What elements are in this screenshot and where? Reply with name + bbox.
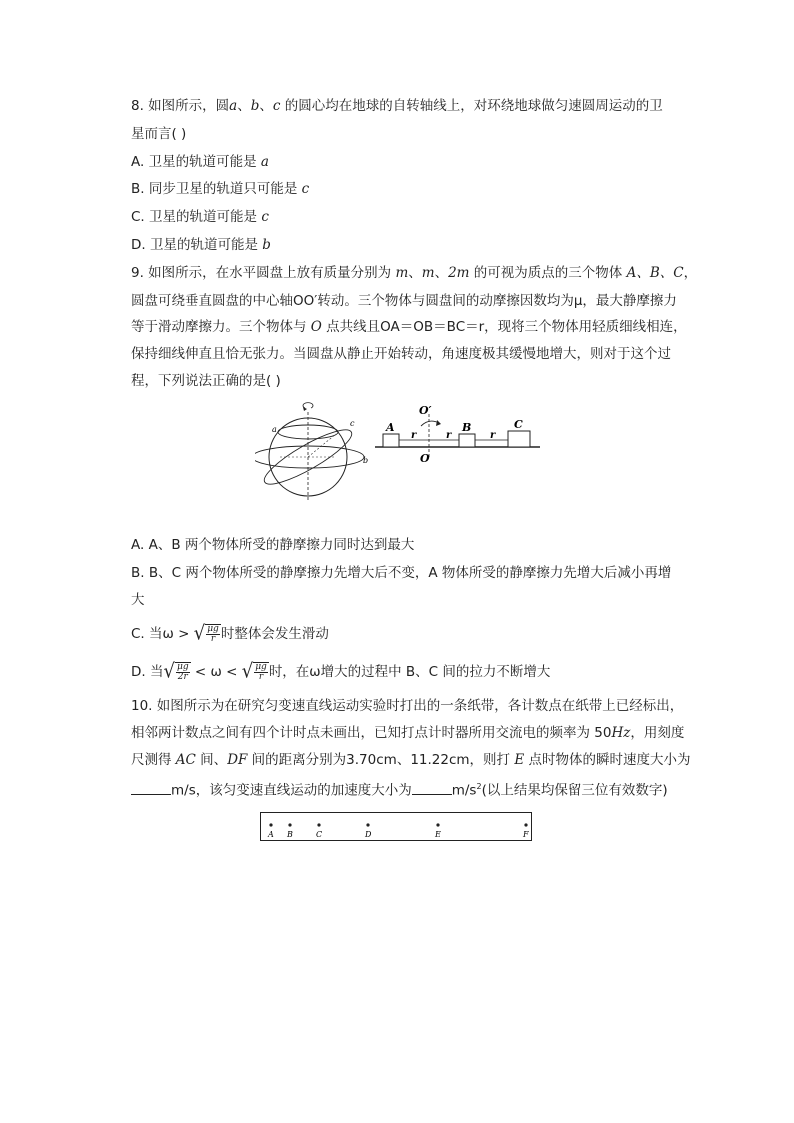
mass-2m: 2m bbox=[448, 265, 470, 281]
text: 相邻两计数点之间有四个计时点未画出，已知打点计时器所用交流电的频率为 50 bbox=[131, 725, 612, 741]
q8-option-b[interactable] bbox=[131, 180, 309, 198]
text: 点时物体的瞬时速度大小为 bbox=[524, 752, 691, 768]
option-var: b bbox=[262, 237, 271, 253]
tape-dot-c bbox=[317, 823, 320, 826]
unit-hz: Hz bbox=[611, 725, 631, 741]
sqrt-mug-r: √ $\frac{\mu g}{r}$ bbox=[241, 659, 267, 683]
q8-stem-line1 bbox=[131, 97, 663, 115]
text: 等于滑动摩擦力。三个物体与 bbox=[131, 319, 311, 335]
sep: 、 bbox=[237, 98, 251, 114]
q9-stem-line5: 程，下列说法正确的是( ) bbox=[131, 373, 281, 389]
q9-stem-line1 bbox=[131, 264, 697, 282]
earth-orbits-figure bbox=[255, 402, 375, 502]
point-o: O bbox=[310, 319, 322, 335]
text: 9. 如图所示，在水平圆盘上放有质量分别为 bbox=[131, 265, 396, 281]
q10-stem-line4 bbox=[131, 778, 668, 800]
mass-m: m bbox=[421, 265, 435, 281]
option-text: D. 当 bbox=[131, 664, 164, 680]
q8-stem-text: 8. 如图所示，圆 bbox=[131, 98, 230, 114]
denominator: r bbox=[258, 672, 264, 682]
orbit-label-a: a bbox=[272, 425, 277, 434]
text: m/s，该匀变速直线运动的加速度大小为 bbox=[171, 782, 412, 799]
var-a: a bbox=[229, 98, 238, 114]
numerator: μg bbox=[207, 624, 219, 634]
text: 尺测得 bbox=[131, 752, 176, 768]
superscript: 2 bbox=[476, 782, 482, 791]
option-text: A. 卫星的轨道可能是 bbox=[131, 154, 261, 170]
tape-dot-d bbox=[366, 823, 369, 826]
option-text: < ω < bbox=[194, 664, 238, 680]
tape-dot-a bbox=[269, 823, 272, 826]
tape-label-e: E bbox=[435, 830, 441, 839]
q9-option-d[interactable] bbox=[131, 659, 551, 683]
q10-stem-line2 bbox=[131, 724, 684, 742]
text: (以上结果均保留三位有效数字) bbox=[481, 782, 668, 799]
tape-label-b: B bbox=[287, 830, 293, 839]
orbit-label-b: b bbox=[363, 456, 369, 465]
label-o-prime: O′ bbox=[419, 404, 432, 417]
text: 的可视为质点的三个物体 bbox=[469, 265, 627, 281]
disc-objects-figure bbox=[375, 400, 545, 470]
tape-dot-f bbox=[524, 823, 527, 826]
sep: 、 bbox=[259, 98, 273, 114]
label-r-bc: r bbox=[490, 430, 496, 441]
q10-stem-line1: 10. 如图所示为在研究匀变速直线运动实验时打出的一条纸带，各计数点在纸带上已经标出， bbox=[131, 698, 684, 714]
q10-stem-line3 bbox=[131, 751, 690, 769]
label-c: C bbox=[514, 418, 523, 431]
paper-tape-figure bbox=[260, 812, 536, 842]
q9-option-c[interactable] bbox=[131, 621, 329, 645]
denominator: 2r bbox=[177, 672, 188, 682]
text: ， bbox=[683, 265, 698, 281]
var-b: b bbox=[250, 98, 260, 114]
option-text: C. 卫星的轨道可能是 bbox=[131, 209, 262, 225]
seg-ac: AC bbox=[175, 752, 196, 768]
q8-stem-tail: 的圆心均在地球的自转轴线上，对环绕地球做匀速圆周运动的卫 bbox=[280, 98, 663, 114]
seg-df: DF bbox=[227, 752, 248, 768]
q9-option-a[interactable]: A. A、B 两个物体所受的静摩擦力同时达到最大 bbox=[131, 537, 415, 553]
point-e: E bbox=[514, 752, 525, 768]
sqrt-mug-r: √ $\frac{\mu g}{r}$ bbox=[193, 621, 219, 645]
numerator: μg bbox=[176, 662, 189, 672]
sep: 、 bbox=[434, 265, 449, 281]
option-text: D. 卫星的轨道可能是 bbox=[131, 237, 263, 253]
label-r-ob: r bbox=[446, 430, 452, 441]
option-var: c bbox=[301, 181, 310, 197]
var-c: c bbox=[272, 98, 281, 114]
tape-label-f: F bbox=[523, 830, 529, 839]
label-b: B bbox=[462, 421, 472, 434]
q8-stem-line2: 星而言( ) bbox=[131, 126, 187, 142]
text: 间、 bbox=[195, 752, 228, 768]
q9-stem-line2: 圆盘可绕垂直圆盘的中心轴OO′转动。三个物体与圆盘间的动摩擦因数均为μ，最大静摩擦力 bbox=[131, 293, 677, 309]
q9-option-b-line2: 大 bbox=[131, 592, 145, 608]
option-var: a bbox=[260, 154, 269, 170]
q9-stem-line4: 保持细线伸直且恰无张力。当圆盘从静止开始转动，角速度极其缓慢地增大，则对于这个过 bbox=[131, 346, 671, 362]
unit: m/s bbox=[451, 782, 477, 799]
q8-option-c[interactable] bbox=[131, 208, 269, 226]
q9-stem-line3 bbox=[131, 318, 687, 336]
option-var: c bbox=[261, 209, 269, 225]
label-o: O bbox=[420, 452, 430, 465]
option-text: C. 当ω > bbox=[131, 626, 190, 642]
q8-option-a[interactable] bbox=[131, 153, 269, 171]
tape-label-c: C bbox=[316, 830, 323, 839]
tape-dot-e bbox=[436, 823, 439, 826]
tape-label-d: D bbox=[365, 830, 372, 839]
answer-blank-acceleration[interactable] bbox=[412, 782, 452, 795]
option-text: B. 同步卫星的轨道只可能是 bbox=[131, 181, 302, 197]
q9-option-b-line1[interactable]: B. B、C 两个物体所受的静摩擦力先增大后不变，A 物体所受的静摩擦力先增大后减小再增 bbox=[131, 565, 672, 581]
objects: A、B、C bbox=[626, 265, 684, 281]
orbit-label-c: c bbox=[350, 419, 355, 428]
denominator: r bbox=[210, 634, 216, 644]
sqrt-mug-2r: √ $\frac{\mu g}{2r}$ bbox=[163, 659, 189, 683]
option-text: 时，在ω增大的过程中 B、C 间的拉力不断增大 bbox=[268, 664, 551, 680]
option-text: 时整体会发生滑动 bbox=[220, 626, 329, 642]
label-a: A bbox=[386, 421, 395, 434]
answer-blank-velocity[interactable] bbox=[131, 782, 171, 795]
sep: 、 bbox=[408, 265, 422, 281]
q8-option-d[interactable] bbox=[131, 236, 271, 254]
tape-dot-b bbox=[288, 823, 291, 826]
mass-m: m bbox=[395, 265, 409, 281]
text: 间的距离分别为3.70cm、11.22cm，则打 bbox=[247, 752, 515, 768]
numerator: μg bbox=[255, 662, 267, 672]
text: 点共线且OA＝OB＝BC＝r，现将三个物体用轻质细线相连， bbox=[321, 319, 687, 335]
text: ，用刻度 bbox=[630, 725, 685, 741]
label-r-oa: r bbox=[411, 430, 417, 441]
tape-label-a: A bbox=[268, 830, 274, 839]
